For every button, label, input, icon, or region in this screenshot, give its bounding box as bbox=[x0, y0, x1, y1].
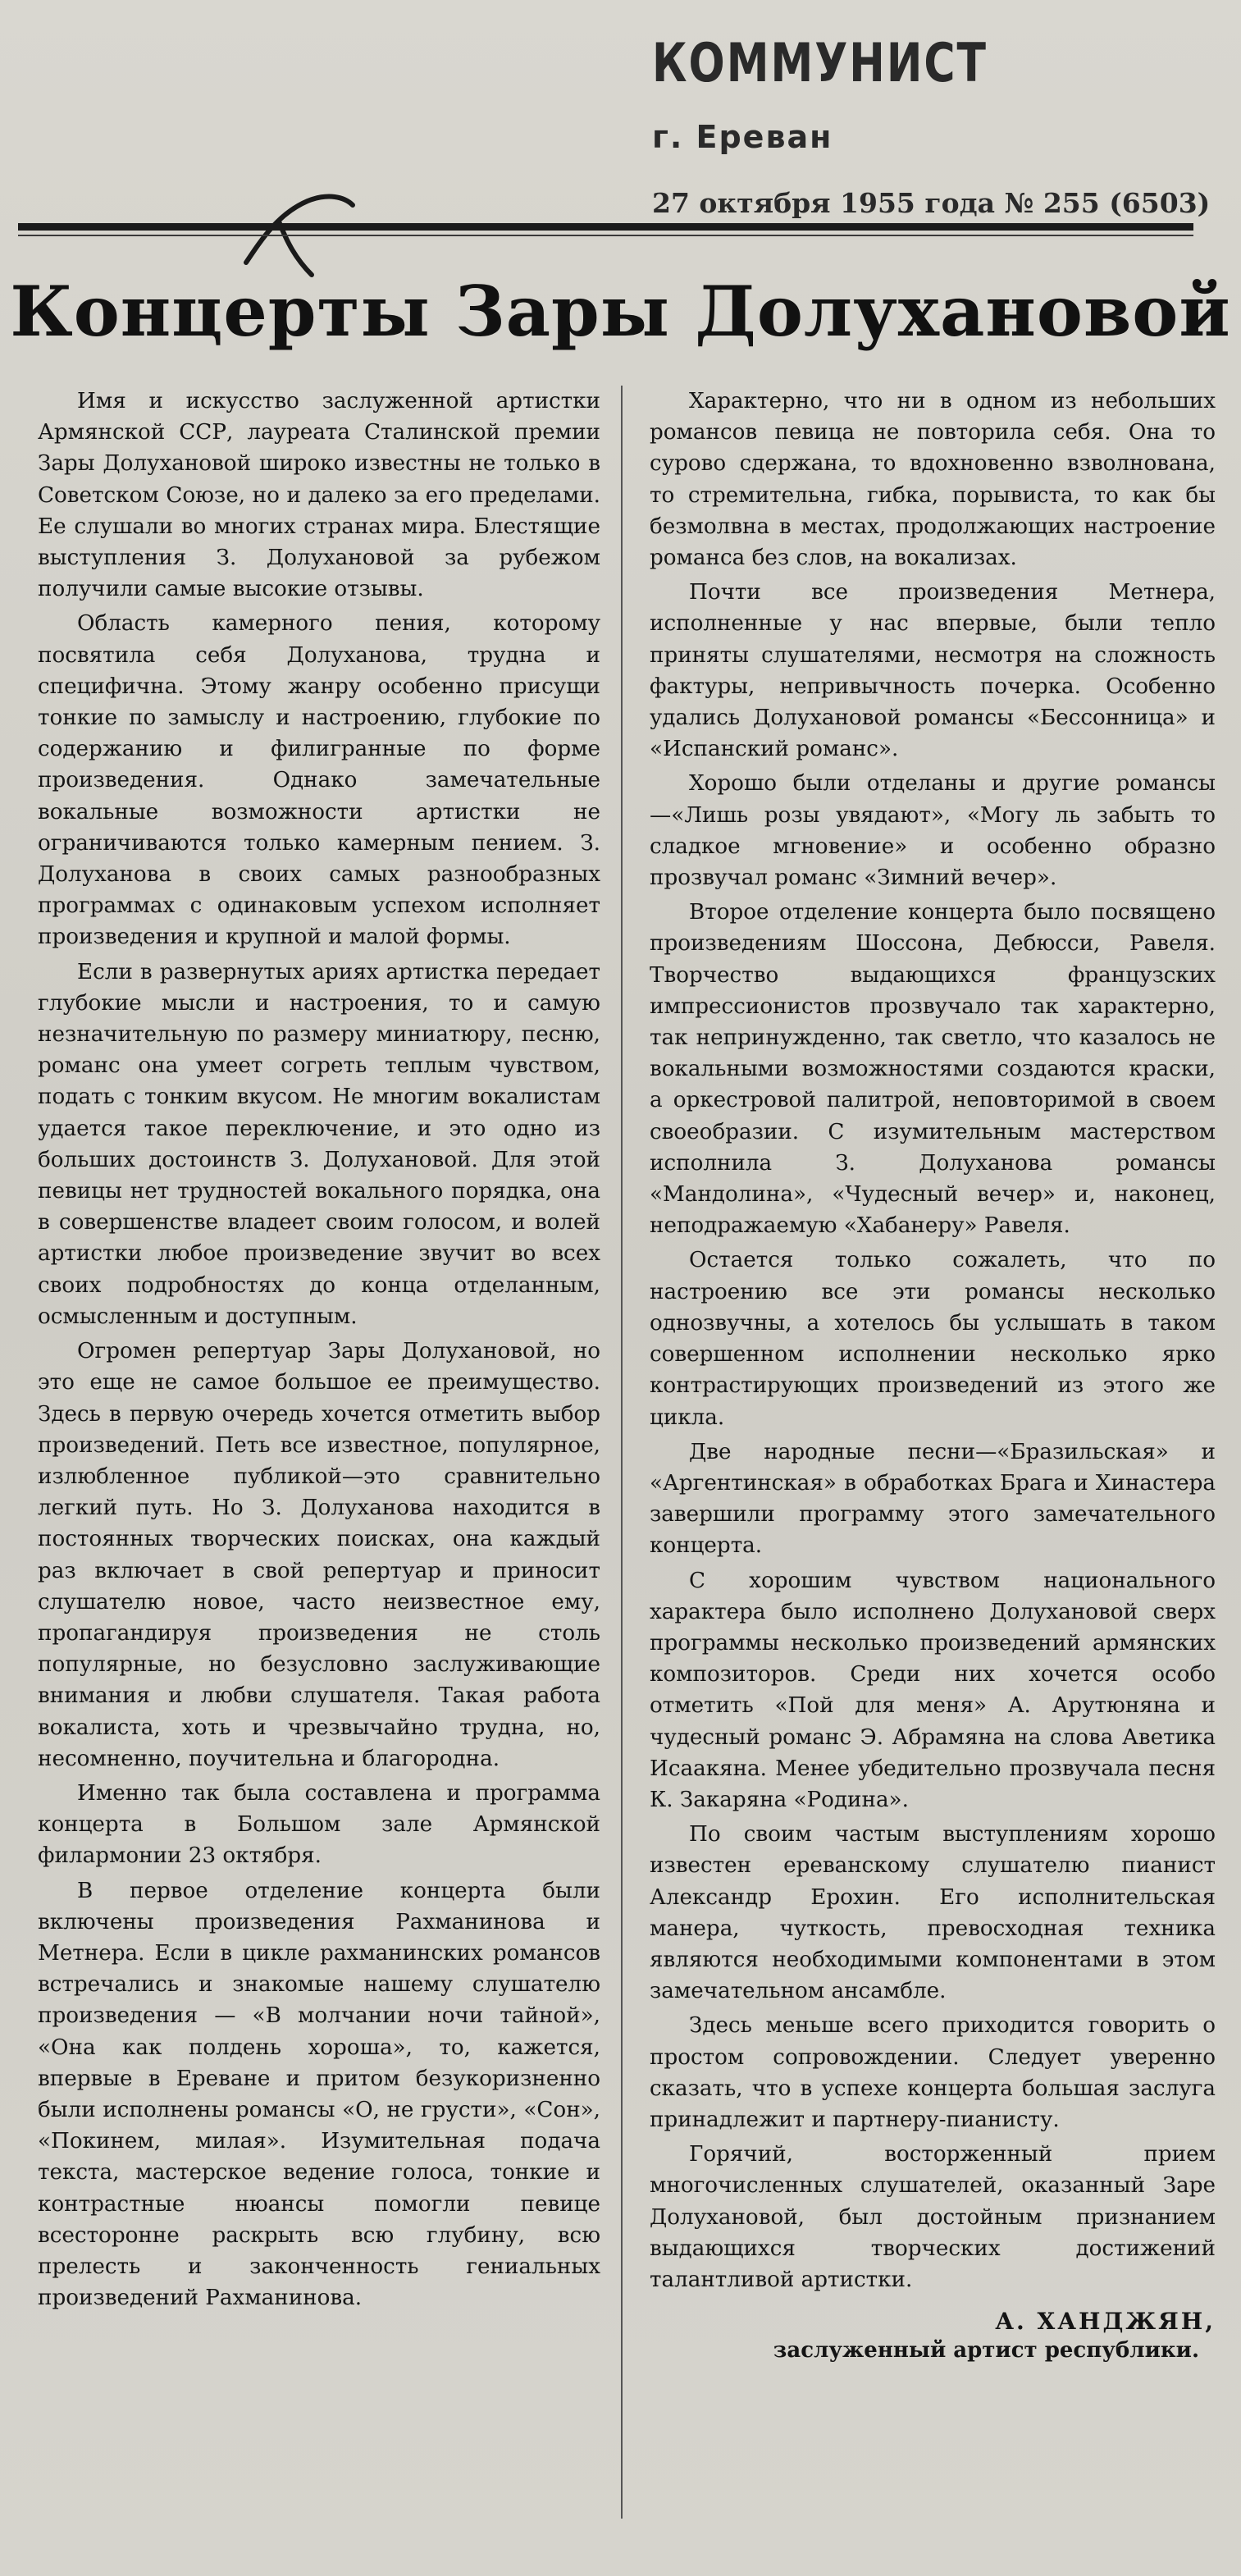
paragraph: По своим частым выступлениям хорошо известен ереванскому слушателю пианист Александр Ерохин. Его исполнительская манера, чуткость, превосходная техника являются необходимыми компонентами в этом замечательном ансамбле. bbox=[650, 1822, 1216, 2004]
header-rule-thin bbox=[18, 235, 1193, 236]
paragraph: Имя и искусство заслуженной артистки Армянской ССР, лауреата Сталинской премии Зары Долухановой широко известны не только в Советском Союзе, но и далеко за его пределами. Ее слушали во многих странах мира. Блестящие выступления З. Долухановой за рубежом получили самые высокие отзывы. bbox=[38, 389, 600, 602]
newspaper-city: г. Ереван bbox=[652, 119, 833, 155]
paragraph: Остается только сожалеть, что по настроению все эти романсы несколько однозвучны, а хотелось бы услышать в таком совершенном исполнении несколько ярко контрастирующих произведений из этого же цикла. bbox=[650, 1248, 1216, 1430]
paragraph: Огромен репертуар Зары Долухановой, но это еще не самое большое ее преимущество. Здесь в первую очередь хочется отметить выбор произведений. Петь все известное, популярное, излюбленное публикой—это сравнительно легкий путь. Но З. Долуханова находится в постоянных творческих поисках, она каждый раз включает в свой репертуар и приносит слушателю новое, часто неизвестное ему, пропагандируя произведения не столь популярные, но безусловно заслуживающие внимания и любви слушателя. Такая работа вокалиста, хоть и чрезвычайно трудна, но, несомненно, поучительна и благородна. bbox=[38, 1339, 600, 1771]
paragraph: Почти все произведения Метнера, исполненные у нас впервые, были тепло приняты слушателями, несмотря на сложность фактуры, непривычность почерка. Особенно удались Долухановой романсы «Бессонница» и «Испанский романс». bbox=[650, 580, 1216, 762]
article-headline: Концерты Зары Долухановой bbox=[10, 271, 1231, 352]
paragraph: Две народные песни—«Бразильская» и «Аргентинская» в обработках Брага и Хинастера завершили программу этого замечательного концерта. bbox=[650, 1439, 1216, 1559]
newspaper-stamp bbox=[652, 33, 1211, 219]
paragraph: Если в развернутых ариях артистка передает глубокие мысли и настроения, то и самую незначительную по размеру миниатюру, песню, романс она умеет согреть теплым чувством, подать с тонким вкусом. Не многим вокалистам удается такое переключение, и это одно из больших достоинств З. Долухановой. Для этой певицы нет трудностей вокального порядка, она в совершенстве владеет своим голосом, и волей артистки любое произведение звучит во всех своих подробностях до конца отделанным, осмысленным и доступным. bbox=[38, 959, 600, 1329]
column-divider bbox=[621, 386, 623, 2519]
paragraph: Второе отделение концерта было посвящено произведениям Шоссона, Дебюсси, Равеля. Творчество выдающихся французских импрессионистов прозвучало так характерно, так непринужденно, так светло, что казалось не вокальными возможностями создаются краски, а оркестровой палитрой, неповторимой в своем своеобразии. С изумительным мастерством исполнила З. Долуханова романсы «Мандолина», «Чудесный вечер» и, наконец, неподражаемую «Хабанеру» Равеля. bbox=[650, 900, 1216, 1239]
paragraph: Здесь меньше всего приходится говорить о простом сопровождении. Следует уверенно сказать, что в успехе концерта большая заслуга принадлежит и партнеру-пианисту. bbox=[650, 2013, 1216, 2132]
paragraph: Хорошо были отделаны и другие романсы—«Лишь розы увядают», «Могу ль забыть то сладкое мгновение» и особенно образно прозвучал романс «Зимний вечер». bbox=[650, 771, 1216, 891]
right-column bbox=[650, 386, 1216, 2364]
signature bbox=[650, 2307, 1216, 2364]
paragraph: Горячий, восторженный прием многочисленных слушателей, оказанный Заре Долухановой, был достойным признанием выдающихся творческих достижений талантливой артистки. bbox=[650, 2142, 1216, 2292]
newspaper-name: КОММУНИСТ bbox=[652, 33, 988, 94]
header-rule bbox=[18, 223, 1193, 231]
author-name: А. ХАНДЖЯН, bbox=[995, 2308, 1216, 2336]
paragraph: Характерно, что ни в одном из небольших романсов певица не повторила себя. Она то сурово сдержана, то вдохновенно взволнована, то стремительна, гибка, порывиста, то как бы безмолвна в местах, продолжающих настроение романса без слов, на вокализах. bbox=[650, 389, 1216, 571]
paragraph: Именно так была составлена и программа концерта в Большом зале Армянской филармонии 23 октября. bbox=[38, 1780, 600, 1869]
paragraph: В первое отделение концерта были включены произведения Рахманинова и Метнера. Если в цикле рахманинских романсов встречались и знакомые нашему слушателю произведения — «В молчании ночи тайной», «Она как полдень хороша», то, кажется, впервые в Ереване и притом безукоризненно были исполнены романсы «О, не грусти», «Сон», «Покинем, милая». Изумительная подача текста, мастерское ведение голоса, тонкие и контрастные нюансы помогли певице всесторонне раскрыть всю глубину, всю прелесть и законченность гениальных произведений Рахманинова. bbox=[38, 1878, 600, 2311]
paragraph: Область камерного пения, которому посвятила себя Долуханова, трудна и специфична. Этому жанру особенно присущи тонкие по замыслу и настроению, глубокие по содержанию и филигранные по форме произведения. Однако замечательные вокальные возможности артистки не ограничиваются только камерным пением. З. Долуханова в своих самых разнообразных программах с одинаковым успехом исполняет произведения и крупной и малой формы. bbox=[38, 611, 600, 950]
left-column bbox=[38, 386, 600, 2317]
issue-date: 27 октября 1955 года № 255 (6503) bbox=[652, 187, 1211, 219]
author-title: заслуженный артист республики. bbox=[773, 2338, 1199, 2364]
paragraph: С хорошим чувством национального характера было исполнено Долухановой сверх программы несколько произведений армянских композиторов. Среди них хочется особо отметить «Пой для меня» А. Арутюняна и чудесный романс Э. Абрамяна на слова Аветика Исаакяна. Менее убедительно прозвучала песня К. Закаряна «Родина». bbox=[650, 1568, 1216, 1812]
